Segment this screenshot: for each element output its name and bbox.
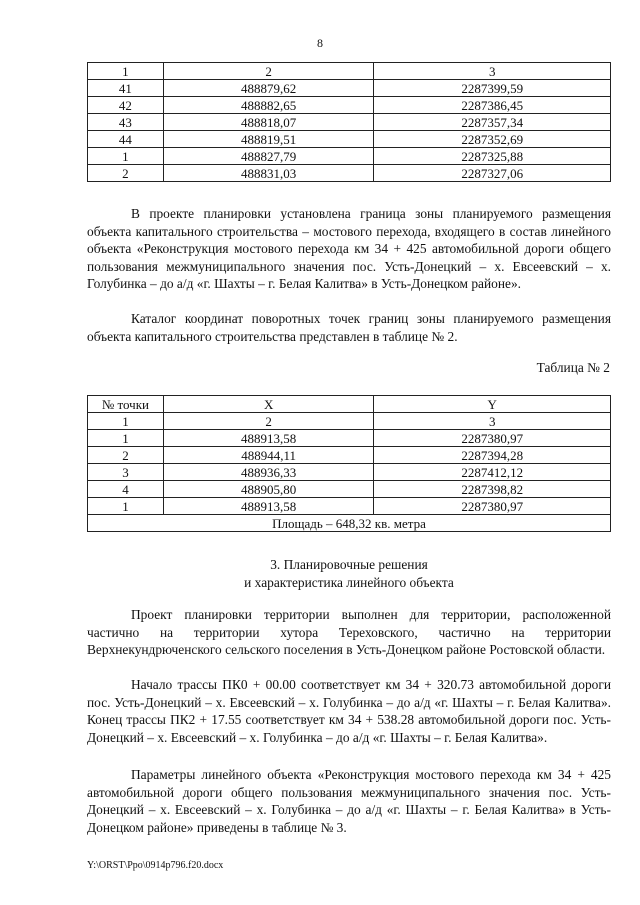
route-paragraph: Начало трассы ПК0 + 00.00 соответствует км 34 + 320.73 автомобильной дороги пос. Усть-Донецкий – х. Евсеевский – х. Голубинка – до а/д «г. Шахты – г. Белая Калитва». Конец трассы ПК2 + 17.55 соответствует км 34 + 538.28 автомобильной дороги пос. Усть-Донецкий – х. Евсеевский – х. Голубинка – до а/д «г. Шахты – г. Белая Калитва». bbox=[87, 677, 611, 745]
point-number: 1 bbox=[88, 498, 164, 515]
table2-caption: Таблица № 2 bbox=[536, 360, 610, 375]
boundary-points-table bbox=[87, 395, 611, 532]
x-coordinate: 488882,65 bbox=[163, 97, 374, 114]
column-number: 2 bbox=[163, 413, 374, 430]
table-row bbox=[88, 481, 611, 498]
table-header-row bbox=[88, 63, 611, 80]
x-coordinate: 488913,58 bbox=[163, 498, 374, 515]
x-coordinate: 488819,51 bbox=[163, 131, 374, 148]
table-header-cell: X bbox=[163, 396, 374, 413]
point-number: 3 bbox=[88, 464, 164, 481]
table-header-row bbox=[88, 396, 611, 413]
table-header-cell: № точки bbox=[88, 396, 164, 413]
area-row bbox=[88, 515, 611, 532]
boundary-paragraph: В проекте планировки установлена граница зоны планируемого размещения объекта капитального строительства – мостового перехода, входящего в состав линейного объекта «Реконструкция мостового перехода км 34 + 425 автомобильной дороги общего пользования межмуниципального значения пос. Усть-Донецкий – х. Евсеевский – х. Голубинка – до а/д «г. Шахты – г. Белая Калитва» в Усть-Донецком районе». bbox=[87, 206, 611, 292]
point-number: 1 bbox=[88, 430, 164, 447]
y-coordinate: 2287398,82 bbox=[374, 481, 611, 498]
section-title-line2: и характеристика линейного объекта bbox=[244, 575, 454, 590]
file-path-footer: Y:\ORST\Ppo\0914p796.f20.docx bbox=[87, 860, 224, 871]
y-coordinate: 2287325,88 bbox=[374, 148, 611, 165]
x-coordinate: 488913,58 bbox=[163, 430, 374, 447]
table-row bbox=[88, 498, 611, 515]
point-number: 43 bbox=[88, 114, 164, 131]
table-row bbox=[88, 131, 611, 148]
y-coordinate: 2287380,97 bbox=[374, 430, 611, 447]
table-numbering-row bbox=[88, 413, 611, 430]
table-header-cell: 1 bbox=[88, 63, 164, 80]
territory-paragraph: Проект планировки территории выполнен для территории, расположенной частично на территории хутора Тереховского, частично на территории Верхнекундрюченского сельского поселения в Усть-Донецком районе Ростовской области. bbox=[87, 607, 611, 658]
x-coordinate: 488936,33 bbox=[163, 464, 374, 481]
point-number: 1 bbox=[88, 148, 164, 165]
area-cell: Площадь – 648,32 кв. метра bbox=[88, 515, 611, 532]
x-coordinate: 488944,11 bbox=[163, 447, 374, 464]
y-coordinate: 2287352,69 bbox=[374, 131, 611, 148]
table-row bbox=[88, 80, 611, 97]
parameters-paragraph: Параметры линейного объекта «Реконструкция мостового перехода км 34 + 425 автомобильной дороги общего пользования межмуниципального значения пос. Усть-Донецкий – х. Евсеевский – х. Голубинка – до а/д «г. Шахты – г. Белая Калитва» в Усть-Донецком районе» приведены в таблице № 3. bbox=[87, 767, 611, 835]
y-coordinate: 2287380,97 bbox=[374, 498, 611, 515]
table-row bbox=[88, 97, 611, 114]
y-coordinate: 2287386,45 bbox=[374, 97, 611, 114]
x-coordinate: 488827,79 bbox=[163, 148, 374, 165]
point-number: 44 bbox=[88, 131, 164, 148]
page-number: 8 bbox=[317, 36, 323, 50]
table-header-cell: Y bbox=[374, 396, 611, 413]
point-number: 42 bbox=[88, 97, 164, 114]
y-coordinate: 2287394,28 bbox=[374, 447, 611, 464]
point-number: 2 bbox=[88, 165, 164, 182]
table-row bbox=[88, 114, 611, 131]
point-number: 41 bbox=[88, 80, 164, 97]
table-row bbox=[88, 148, 611, 165]
table-row bbox=[88, 464, 611, 481]
point-number: 4 bbox=[88, 481, 164, 498]
x-coordinate: 488831,03 bbox=[163, 165, 374, 182]
table-header-cell: 2 bbox=[163, 63, 374, 80]
table-row bbox=[88, 165, 611, 182]
x-coordinate: 488879,62 bbox=[163, 80, 374, 97]
table-row bbox=[88, 447, 611, 464]
table-header-cell: 3 bbox=[374, 63, 611, 80]
y-coordinate: 2287327,06 bbox=[374, 165, 611, 182]
column-number: 1 bbox=[88, 413, 164, 430]
catalog-paragraph: Каталог координат поворотных точек границ зоны планируемого размещения объекта капитального строительства представлен в таблице № 2. bbox=[87, 311, 611, 344]
coordinates-table-continued bbox=[87, 62, 611, 182]
section-title-line1: 3. Планировочные решения bbox=[270, 557, 428, 572]
x-coordinate: 488905,80 bbox=[163, 481, 374, 498]
point-number: 2 bbox=[88, 447, 164, 464]
y-coordinate: 2287399,59 bbox=[374, 80, 611, 97]
table-row bbox=[88, 430, 611, 447]
y-coordinate: 2287412,12 bbox=[374, 464, 611, 481]
x-coordinate: 488818,07 bbox=[163, 114, 374, 131]
column-number: 3 bbox=[374, 413, 611, 430]
y-coordinate: 2287357,34 bbox=[374, 114, 611, 131]
